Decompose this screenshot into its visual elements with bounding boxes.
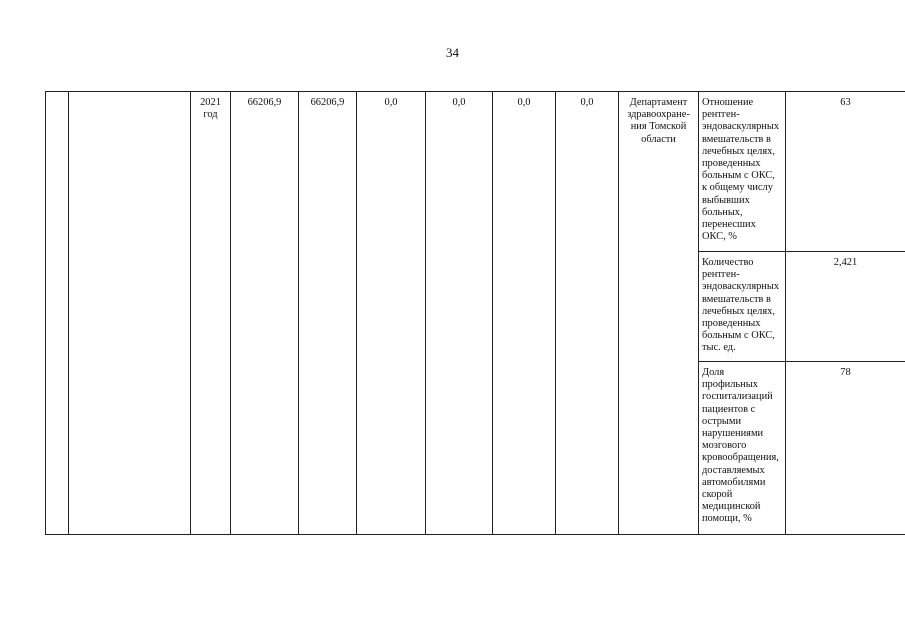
cell-regional-budget: 66206,9 [299,92,357,535]
cell-local-budget: 0,0 [426,92,493,535]
indicator-value: 2,421 [786,252,905,362]
cell-number [46,92,69,535]
indicator-value: 63 [786,92,905,252]
program-table [45,91,905,535]
cell-federal-budget: 0,0 [357,92,426,535]
page-number: 34 [446,45,459,60]
cell-total: 66206,9 [231,92,299,535]
cell-task [69,92,191,535]
indicator-value: 78 [786,362,905,535]
cell-other-sources: 0,0 [556,92,619,535]
indicator-name: Отношение рентген-эндоваскулярных вмешательств в лечебных целях, проведенных больным с ОКС, к общему числу выбывших больных, перенесших ОКС, % [699,92,786,252]
table-row [46,92,905,252]
cell-executor: Департамент здравоохране-ния Томской области [619,92,699,535]
indicator-name: Доля профильных госпитализаций пациентов с острыми нарушениями мозгового кровообращения, доставляемых автомобилями скорой медицинской помощи, % [699,362,786,535]
cell-tfoms: 0,0 [493,92,556,535]
cell-year: 2021 год [191,92,231,535]
indicator-name: Количество рентген-эндоваскулярных вмешательств в лечебных целях, проведенных больным с ОКС, тыс. ед. [699,252,786,362]
